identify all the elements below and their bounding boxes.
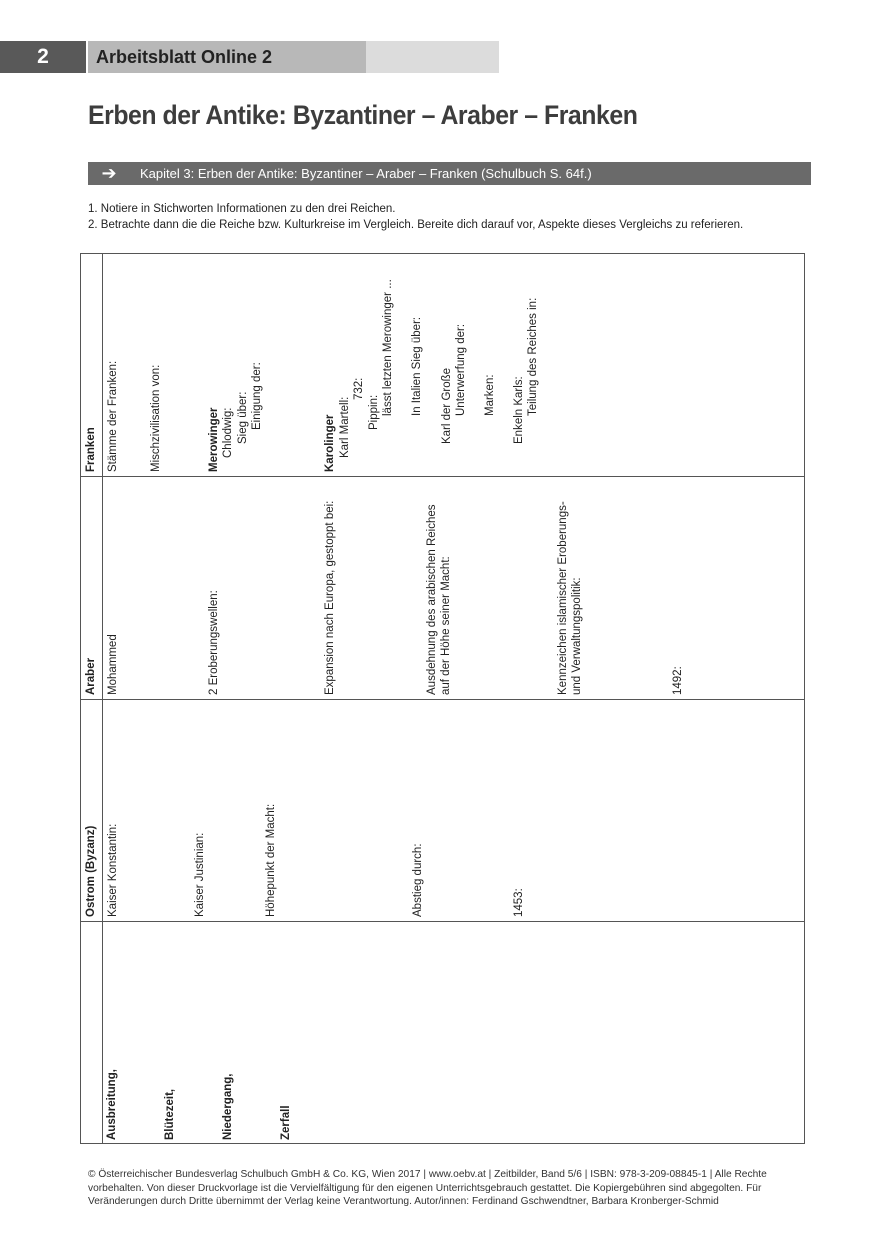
field-mohammed: Mohammed [107,634,119,695]
field-year-1492: 1492: [672,666,684,695]
row-label-ausbreitung: Ausbreitung, [106,1069,118,1140]
column-header-araber: Araber [85,657,97,695]
field-enkeln: Enkeln Karls: [513,376,525,444]
field-sieg-ueber: Sieg über: [237,391,249,444]
field-karolinger: Karolinger [324,414,336,472]
column-header-franken: Franken [85,427,97,472]
field-year-732: 732: [353,377,365,400]
footer-line: vorbehalten. Von dieser Druckvorlage ist die Vervielfältigung für den eigenen Unterrichtsgebrauch gestattet. Die Kopiergebühren sind abgegolten. Für [88,1182,762,1194]
field-chlodwig: Chlodwig: [222,407,234,458]
field-ausdehnung-2: auf der Höhe seiner Macht: [440,556,452,695]
field-karl-martell: Karl Martell: [339,396,351,458]
task-item: 1. Notiere in Stichworten Informationen zu den drei Reichen. [88,203,396,215]
row-label-niedergang: Niedergang, [222,1073,234,1140]
field-year-1453: 1453: [513,888,525,917]
row-label-bluetezeit: Blütezeit, [164,1088,176,1140]
table-divider [80,476,805,477]
field-staemme: Stämme der Franken: [107,360,119,472]
table-header-divider [102,253,103,1144]
field-teilung: Teilung des Reiches in: [527,297,539,416]
field-eroberungswellen: 2 Eroberungswellen: [208,590,220,695]
worksheet-title: Arbeitsblatt Online 2 [88,41,366,73]
task-list [88,201,743,233]
field-pippin: Pippin: [368,394,380,430]
field-hoehepunkt: Höhepunkt der Macht: [265,803,277,917]
column-header-ostrom: Ostrom (Byzanz) [85,825,97,917]
task-item: 2. Betrachte dann die die Reiche bzw. Kulturkreise im Vergleich. Bereite dich darauf vor, Aspekte dieses Vergleichs zu referieren. [88,219,744,231]
field-karl-der-grosse: Karl der Große [441,367,453,444]
field-laesst: lässt letzten Merowinger ... [382,279,394,416]
field-kaiser-konstantin: Kaiser Konstantin: [107,823,119,917]
field-einigung: Einigung der: [251,362,263,430]
field-mischzivilisation: Mischzivilisation von: [150,364,162,472]
field-ausdehnung-1: Ausdehnung des arabischen Reiches [426,504,438,695]
footer-line: Veränderungen durch Dritte übernimmt der Verlag keine Verantwortung. Autor/innen: Ferdinand Gschwendtner, Barbara Kronberger-Schmid [88,1196,719,1207]
footer-line: © Österreichischer Bundesverlag Schulbuch GmbH & Co. KG, Wien 2017 | www.oebv.at | Zeitbilder, Band 5/6 | ISBN: 978-3-209-08845-1 | Alle Rechte [88,1169,767,1180]
field-kaiser-justinian: Kaiser Justinian: [194,832,206,917]
table-divider [80,699,805,700]
field-unterwerfung: Unterwerfung der: [455,323,467,416]
field-expansion: Expansion nach Europa, gestoppt bei: [324,500,336,695]
field-italien: In Italien Sieg über: [411,316,423,416]
field-kennzeichen-1: Kennzeichen islamischer Eroberungs- [557,501,569,695]
table-divider [80,921,805,922]
field-kennzeichen-2: und Verwaltungspolitik: [571,577,583,695]
page-number: 2 [0,41,86,73]
row-label-zerfall: Zerfall [280,1105,292,1140]
arrow-right-icon: ➔ [101,163,117,183]
field-merowinger: Merowinger [208,407,220,472]
copyright-footer [88,1168,818,1209]
page-title: Erben der Antike: Byzantiner – Araber – Franken [88,100,638,130]
field-marken: Marken: [484,374,496,416]
chapter-text: Kapitel 3: Erben der Antike: Byzantiner – Araber – Franken (Schulbuch S. 64f.) [140,166,592,181]
field-abstieg: Abstieg durch: [412,843,424,917]
header-band-end [366,41,499,73]
chapter-bar [88,162,811,185]
